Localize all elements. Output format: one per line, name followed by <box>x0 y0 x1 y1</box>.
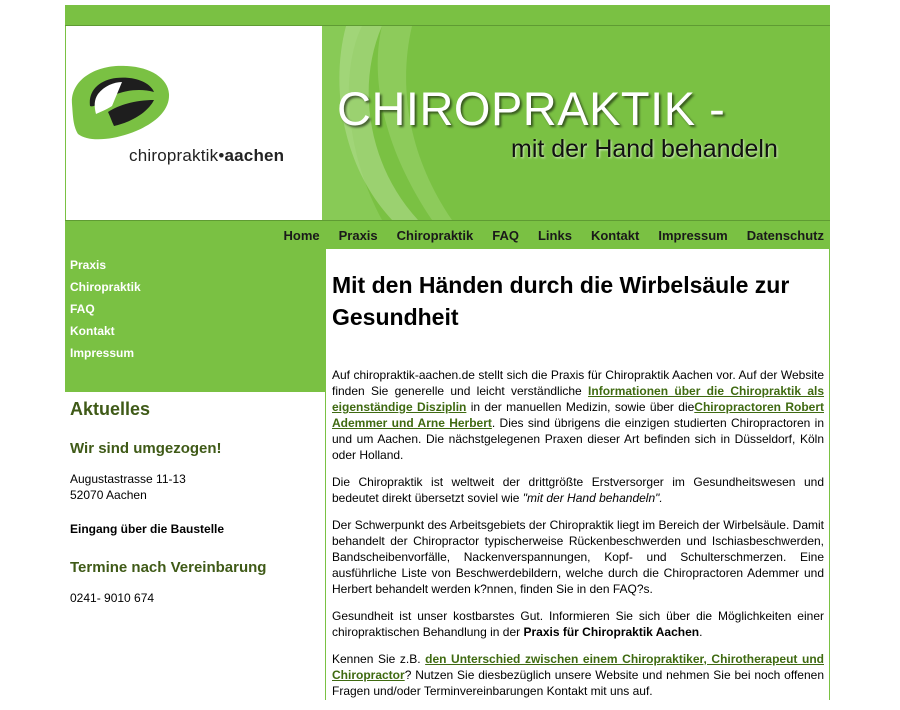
logo-text: chiropraktik•aachen <box>129 146 285 165</box>
nav-impressum[interactable]: Impressum <box>658 228 728 243</box>
news-heading: Aktuelles <box>70 399 151 419</box>
nav-faq[interactable]: FAQ <box>492 228 519 243</box>
page-title: Mit den Händen durch die Wirbelsäule zur Gesundheit <box>332 272 790 330</box>
header-banner <box>65 26 830 221</box>
entrance-note: Eingang über die Baustelle <box>70 522 225 536</box>
intro-paragraph: Auf chiropraktik-aachen.de stellt sich die Praxis für Chiropraktik Aachen vor. Auf der Website finden Sie generelle und leicht verständliche Informationen über die Chiropraktik als eigenständige Disziplin in der manuellen Medizin, sowie über dieChiropractoren Robert Ademmer und Arne Herbert. Dies sind übrigens die einzigen studierten Chiropractoren in und um Aachen. Die nächstgelegenen Praxen dieser Art befinden sich in Düsseldorf, Köln oder Holland. <box>332 368 825 462</box>
phone-number: 0241- 9010 674 <box>70 591 155 605</box>
sidebar-item-chiropraktik[interactable]: Chiropraktik <box>70 280 141 294</box>
address-city: 52070 Aachen <box>70 488 147 502</box>
news-panel <box>70 399 320 606</box>
link-chiropractoren[interactable]: Chiropractoren Robert Ademmer und Arne Herbert <box>332 400 824 430</box>
link-difference[interactable]: den Unterschied zwischen einem Chiropraktiker, Chirotherapeut und Chiropractor <box>332 652 824 682</box>
logo-emblem-icon <box>68 60 172 146</box>
nav-datenschutz[interactable]: Datenschutz <box>746 228 824 243</box>
main-content <box>325 249 830 700</box>
health-paragraph: Gesundheit ist unser kostbarstes Gut. Informieren Sie sich über die Möglichkeiten einer chiropraktischen Behandlung in der Praxis für Chiropraktik Aachen. <box>332 609 824 639</box>
nav-home[interactable]: Home <box>283 228 320 243</box>
focus-paragraph: Der Schwerpunkt des Arbeitsgebiets der Chiropraktik liegt im Bereich der Wirbelsäule. Damit behandelt der Chiropractor typischerweise Rückenbeschwerden und Ischiasbeschwerden, Bandscheibenvorfälle, Nackenverspannungen, Kopf- und Schulterschmerzen. Eine ausführliche Liste von Beschwerdebildern, welche durch die Chiropractoren Ademmer und Herbert behandelt werden k?nnen, finden Sie in den FAQ?s. <box>332 518 824 596</box>
sidebar-item-praxis[interactable]: Praxis <box>70 258 107 272</box>
news-moved-heading: Wir sind umgezogen! <box>70 440 222 457</box>
page-wrapper <box>65 5 830 700</box>
link-chiropraktik-info[interactable]: Informationen über die Chiropraktik als eigenständige Disziplin <box>332 384 825 414</box>
nav-kontakt[interactable]: Kontakt <box>590 228 640 243</box>
top-navigation <box>65 221 830 249</box>
sidebar-item-kontakt[interactable]: Kontakt <box>70 324 115 338</box>
nav-chiropraktik[interactable]: Chiropraktik <box>396 228 474 243</box>
nav-praxis[interactable]: Praxis <box>338 228 378 243</box>
banner-subtitle: mit der Hand behandeln <box>511 135 778 163</box>
top-strip <box>65 5 830 26</box>
sidebar-item-impressum[interactable]: Impressum <box>70 346 135 360</box>
nav-links[interactable]: Links <box>537 228 572 243</box>
address-street: Augustastrasse 11-13 <box>70 472 186 486</box>
logo[interactable] <box>65 26 322 220</box>
appointments-heading: Termine nach Vereinbarung <box>70 559 267 576</box>
difference-paragraph: Kennen Sie z.B. den Unterschied zwischen einem Chiropraktiker, Chirotherapeut und Chiropractor? Nutzen Sie diesbezüglich unsere Website und nehmen Sie bei noch offenen Fragen und/oder Terminvereinbarungen Kontakt mit uns auf. <box>332 652 824 698</box>
definition-paragraph: Die Chiropraktik ist weltweit der drittgrößte Erstversorger im Gesundheitswesen und bedeutet direkt übersetzt soviel wie "mit der Hand behandeln". <box>332 475 824 505</box>
sidebar-item-faq[interactable]: FAQ <box>70 302 95 316</box>
banner-title: CHIROPRAKTIK - <box>337 82 726 135</box>
sidebar-navigation <box>65 249 325 392</box>
